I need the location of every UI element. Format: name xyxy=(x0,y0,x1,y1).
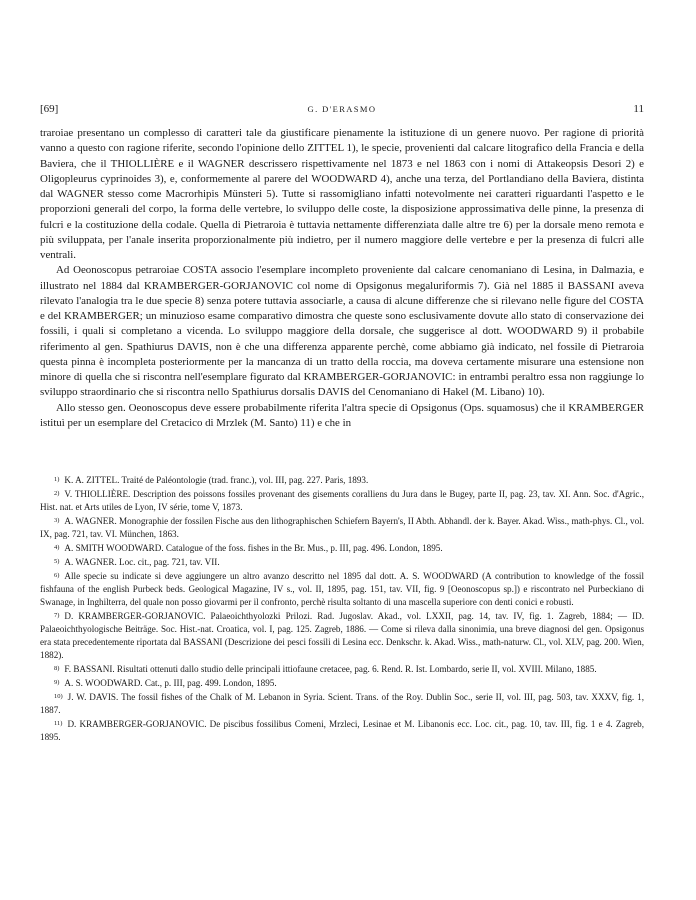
footnote xyxy=(40,541,644,555)
footnote-number: 8) xyxy=(54,665,60,672)
footnote-number: 1) xyxy=(54,476,60,483)
footnotes xyxy=(40,473,644,744)
footnote xyxy=(40,569,644,609)
footnote xyxy=(40,514,644,541)
footnote-text: A. SMITH WOODWARD. Catalogue of the foss. fishes in the Br. Mus., p. III, pag. 496. London, 1895. xyxy=(64,543,443,553)
footnote xyxy=(40,473,644,487)
footnote xyxy=(40,690,644,717)
footnote-text: Alle specie su indicate si deve aggiungere un altro avanzo descritto nel 1895 dal dott. A. S. WOODWARD (A contribution to knowledge of the fossil fishfauna of the english Purbeck beds. Geological Magazine, IV s., vol. II, 1895, pag. 151, tav. VII, fig. 9 [Oeonoscopus sp.]) e riscontrato nel Purbeckiano di Swanage, in Inghilterra, del quale non posso giovarmi per il confronto, perchè risulta soltanto di una mascella superiore con denti conici e robusti. xyxy=(40,571,644,607)
footnote-number: 3) xyxy=(54,517,60,524)
body-paragraph: Ad Oeonoscopus petraroiae COSTA associo l'esemplare incompleto proveniente dal calcare cenomaniano di Lesina, in Dalmazia, e illustrato nel 1884 dal KRAMBERGER-GORJANOVIC col nome di Opsigonus megaluriformis 7). Già nel 1885 il BASSANI aveva rilevato l'analogia tra le due specie 8) senza potere tuttavia associarle, a causa di alcune differenze che si rilevano nelle figure del COSTA e del KRAMBERGER; un minuzioso esame comparativo dimostra che queste sono esclusivamente dovute allo stato di conservazione dei fossili, i quali si completano a vicenda. Lo sviluppo maggiore della dorsale, che suggerisce al dott. WOODWARD 9) il probabile riferimento al gen. Spathiurus DAVIS, non è che una differenza apparente perchè, come abbiamo già indicato, nel fossile di Pietraroia questa pinna è incompleta posteriormente per la mancanza di un tratto della roccia, ma doveva certamente misurare una estensione non minore di quella che si riscontra nell'esemplare figurato dal KRAMBERGER-GORJANOVIC: in entrambi peraltro essa non raggiunge lo sviluppo straordinario che si riscontra nello Spathiurus dorsalis DAVIS del Cenomaniano di Hakel (M. Libano) 10). xyxy=(40,264,644,399)
footnote-text: K. A. ZITTEL. Traité de Paléontologie (trad. franc.), vol. III, pag. 227. Paris, 1893. xyxy=(64,475,369,485)
footnote-number: 6) xyxy=(54,572,60,579)
footnote xyxy=(40,487,644,514)
footnote-text: F. BASSANI. Risultati ottenuti dallo studio delle principali ittiofaune cretacee, pag. 6. Rend. R. Ist. Lombardo, serie II, vol. XVIII. Milano, 1885. xyxy=(64,664,597,674)
footnote xyxy=(40,717,644,744)
footnote xyxy=(40,662,644,676)
footnote-number: 2) xyxy=(54,490,60,497)
footnote-text: V. THIOLLIÈRE. Description des poissons fossiles provenant des gisements coralliens du Jura dans le Bugey, parte II, pag. 23, tav. XI. Ann. Soc. d'Agric., Hist. nat. et Arts utiles de Lyon, IV série, tome V, 1873. xyxy=(40,489,644,512)
footnote-number: 5) xyxy=(54,558,60,565)
footnote-text: D. KRAMBERGER-GORJANOVIC. De piscibus fossilibus Comeni, Mrzleci, Lesinae et M. Libanonis ecc. Loc. cit., pag. 10, tav. III, fig. 1 e 4. Zagreb, 1895. xyxy=(40,719,644,742)
footnote-text: A. WAGNER. Loc. cit., pag. 721, tav. VII. xyxy=(64,557,220,567)
footnote xyxy=(40,555,644,569)
body-paragraph: traroiae presentano un complesso di caratteri tale da giustificare pienamente la istituzione di un genere nuovo. Per ragione di priorità vanno a questo con ragione riferite, secondo l'opinione dello ZITTEL 1), le specie, provenienti dal calcare litografico della Francia e della Baviera, che il THIOLLIÈRE e il WAGNER descrissero rispettivamente nel 1873 e nel 1863 con i nomi di Attakeopsis Desori 2) e Oligopleurus cyprinoides 3), e, conformemente al parere del WOODWARD 4), anche una terza, del Portlandiano della Baviera, distinta dal WAGNER stesso come Macrorhipis Münsteri 5). Tutte si rassomigliano infatti notevolmente nei caratteri riguardanti l'aspetto e le proporzioni generali del corpo, la forma delle vertebre, lo sviluppo delle coste, la disposizione approssimativa delle pinne, la presenza di fulcri e la costituzione della codale. Quella di Pietraroia è tuttavia nettamente differenziata dalle altre tre 6) per la dorsale meno remota e più sviluppata, per l'anale inserita proporzionalmente più indietro, per il numero maggiore delle vertebre e per la presenza di fulcri alle ventrali. xyxy=(40,127,644,261)
footnote-text: D. KRAMBERGER-GORJANOVIC. Palaeoichthyolozki Prilozi. Rad. Jugoslav. Akad., vol. LXXII, pag. 14, tav. IV, fig. 1. Zagreb, 1884; — ID. Palaeoichthyologische Beiträge. Soc. Hist.-nat. Croatica, vol. I, pag. 125. Zagreb, 1886. — Come si rileva dalla sinonimia, una breve diagnosi del gen. Opsigonus era stata precedentemente riportata dal BASSANI (Descrizione dei pesci fossili di Lesina ecc. Denkschr. k. Akad. Wiss., math-naturw. Cl., vol. XLV, pag. 200. Wien, 1882). xyxy=(40,611,644,660)
folio-number: 11 xyxy=(633,103,644,115)
running-header xyxy=(40,103,644,117)
footnote-text: J. W. DAVIS. The fossil fishes of the Chalk of M. Lebanon in Syria. Scient. Trans. of the Roy. Dublin Soc., serie II, vol. III, pag. 503, tav. XXXV, fig. 1, 1887. xyxy=(40,692,644,715)
page-number: [69] xyxy=(40,103,59,115)
running-author: G. D'ERASMO xyxy=(307,104,377,114)
footnote-text: A. S. WOODWARD. Cat., p. III, pag. 499. London, 1895. xyxy=(64,678,277,688)
body-paragraph: Allo stesso gen. Oeonoscopus deve essere probabilmente riferita l'altra specie di Opsigonus (Ops. squamosus) che il KRAMBERGER istituì per un esemplare del Cretacico di Mrzlek (M. Santo) 11) e che in xyxy=(40,401,644,429)
footnote-number: 10) xyxy=(54,693,63,700)
footnote-number: 4) xyxy=(54,544,60,551)
footnote-text: A. WAGNER. Monographie der fossilen Fische aus den lithographischen Schiefern Bayern's, II Abth. Abhandl. der k. Bayer. Akad. Wiss., math-phys. Cl., vol. IX, pag. 721, tav. VI. München, 1863. xyxy=(40,516,644,539)
footnote xyxy=(40,609,644,662)
footnote xyxy=(40,676,644,690)
footnote-number: 11) xyxy=(54,720,63,727)
footnote-number: 7) xyxy=(54,612,60,619)
footnote-number: 9) xyxy=(54,679,60,686)
main-text xyxy=(40,126,644,431)
